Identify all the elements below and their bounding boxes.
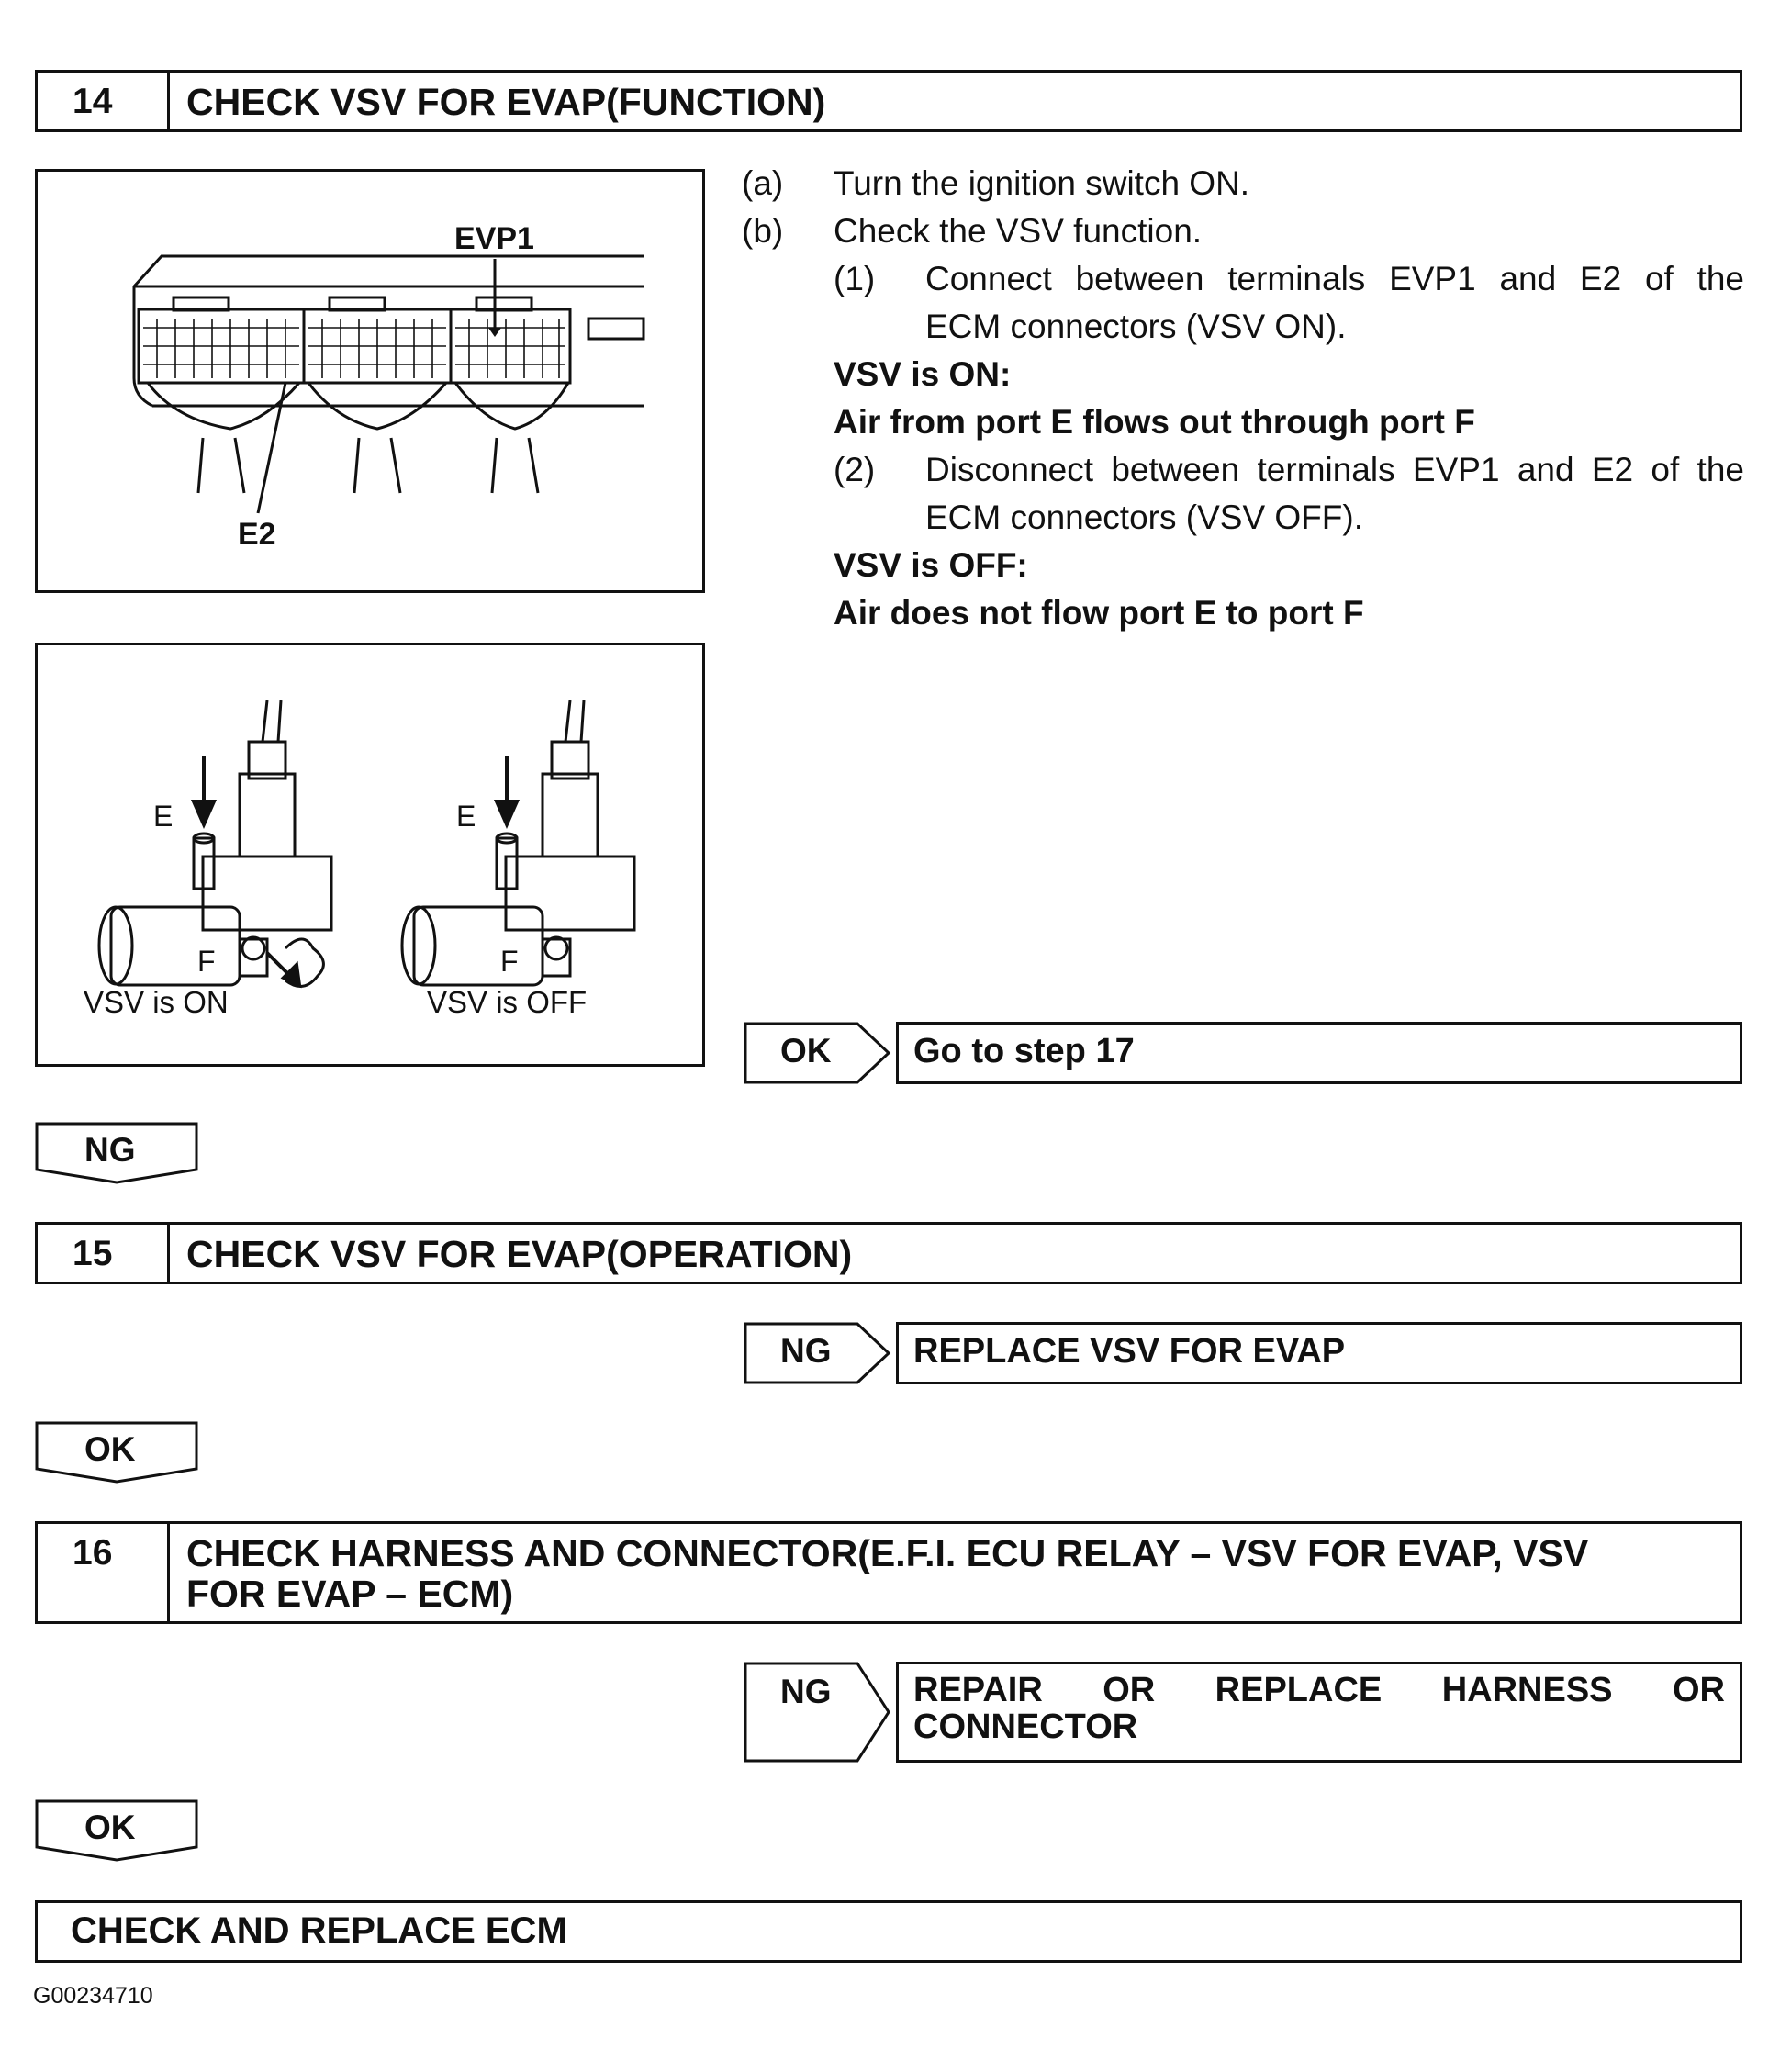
step-14-title: CHECK VSV FOR EVAP(FUNCTION)	[186, 81, 826, 123]
instruction-a	[742, 160, 1744, 207]
substep-1-tag: (1)	[834, 260, 876, 297]
ok-tab-label-step16: OK	[84, 1809, 136, 1846]
repair-word-3: REPLACE	[1215, 1671, 1383, 1709]
check-replace-ecm-box[interactable]: CHECK AND REPLACE ECM	[35, 1900, 1742, 1963]
e2-label: E2	[238, 517, 276, 552]
port-e-label-left: E	[153, 800, 174, 833]
go-to-step-17-box[interactable]: Go to step 17	[896, 1022, 1742, 1084]
step-16-number: 16	[38, 1524, 170, 1621]
step-14-instructions	[742, 160, 1744, 637]
port-e-label-right: E	[456, 800, 476, 833]
replace-vsv-box[interactable]: REPLACE VSV FOR EVAP	[896, 1322, 1742, 1384]
substep-2-line1: Disconnect between terminals EVP1 and E2 of the	[925, 451, 1744, 488]
step-15-title: CHECK VSV FOR EVAP(OPERATION)	[186, 1233, 853, 1275]
instruction-a-tag: (a)	[742, 164, 784, 202]
repair-harness-line2: CONNECTOR	[913, 1708, 1138, 1746]
step-14-number: 14	[38, 73, 170, 129]
instruction-b-tag: (b)	[742, 212, 784, 250]
vsv-off-result: Air does not flow port E to port F	[834, 594, 1364, 632]
repair-word-2: OR	[1103, 1671, 1156, 1709]
step-16-title-line2: FOR EVAP – ECM)	[186, 1573, 514, 1615]
vsv-off-caption: VSV is OFF	[427, 985, 588, 1019]
vsv-function-figure	[35, 643, 705, 1067]
instruction-b-text: Check the VSV function.	[834, 212, 1203, 250]
ok-tab-label-step15: OK	[84, 1430, 136, 1468]
substep-2-line2: ECM connectors (VSV OFF).	[925, 498, 1363, 536]
vsv-on-caption: VSV is ON	[84, 985, 229, 1019]
substep-2	[742, 446, 1744, 637]
repair-word-1: REPAIR	[913, 1671, 1043, 1709]
port-f-label-left: F	[197, 945, 216, 978]
substep-1-line1: Connect between terminals EVP1 and E2 of the	[925, 260, 1744, 297]
document-id: G00234710	[33, 1983, 153, 2009]
vsv-on-heading: VSV is ON:	[834, 355, 1012, 393]
ok-tag-label-step14: OK	[780, 1032, 832, 1070]
repair-word-5: OR	[1672, 1671, 1725, 1709]
ng-tab-label-step14: NG	[84, 1131, 136, 1169]
step-15-header	[35, 1222, 1742, 1284]
vsv-on-result: Air from port E flows out through port F	[834, 403, 1475, 441]
step-16-title	[170, 1524, 1588, 1621]
ecm-connector-illustration	[38, 172, 702, 590]
substep-1-line2: ECM connectors (VSV ON).	[925, 308, 1347, 345]
instruction-a-text: Turn the ignition switch ON.	[834, 164, 1250, 202]
step-14-header	[35, 70, 1742, 132]
instruction-b	[742, 207, 1744, 255]
repair-harness-line1	[899, 1664, 1740, 1708]
evp1-label: EVP1	[454, 221, 534, 256]
vsv-off-heading: VSV is OFF:	[834, 546, 1028, 584]
substep-1	[742, 255, 1744, 446]
ng-tag-label-step15: NG	[780, 1332, 832, 1370]
port-f-label-right: F	[500, 945, 519, 978]
step-16-title-line1: CHECK HARNESS AND CONNECTOR(E.F.I. ECU RELAY – VSV FOR EVAP, VSV	[186, 1532, 1589, 1574]
step-15-number: 15	[38, 1225, 170, 1282]
ng-tag-label-step16: NG	[780, 1673, 832, 1710]
ecm-connector-figure	[35, 169, 705, 593]
substep-2-tag: (2)	[834, 451, 876, 488]
repair-word-4: HARNESS	[1441, 1671, 1613, 1709]
repair-harness-box[interactable]	[896, 1662, 1742, 1763]
step-16-header	[35, 1521, 1742, 1624]
